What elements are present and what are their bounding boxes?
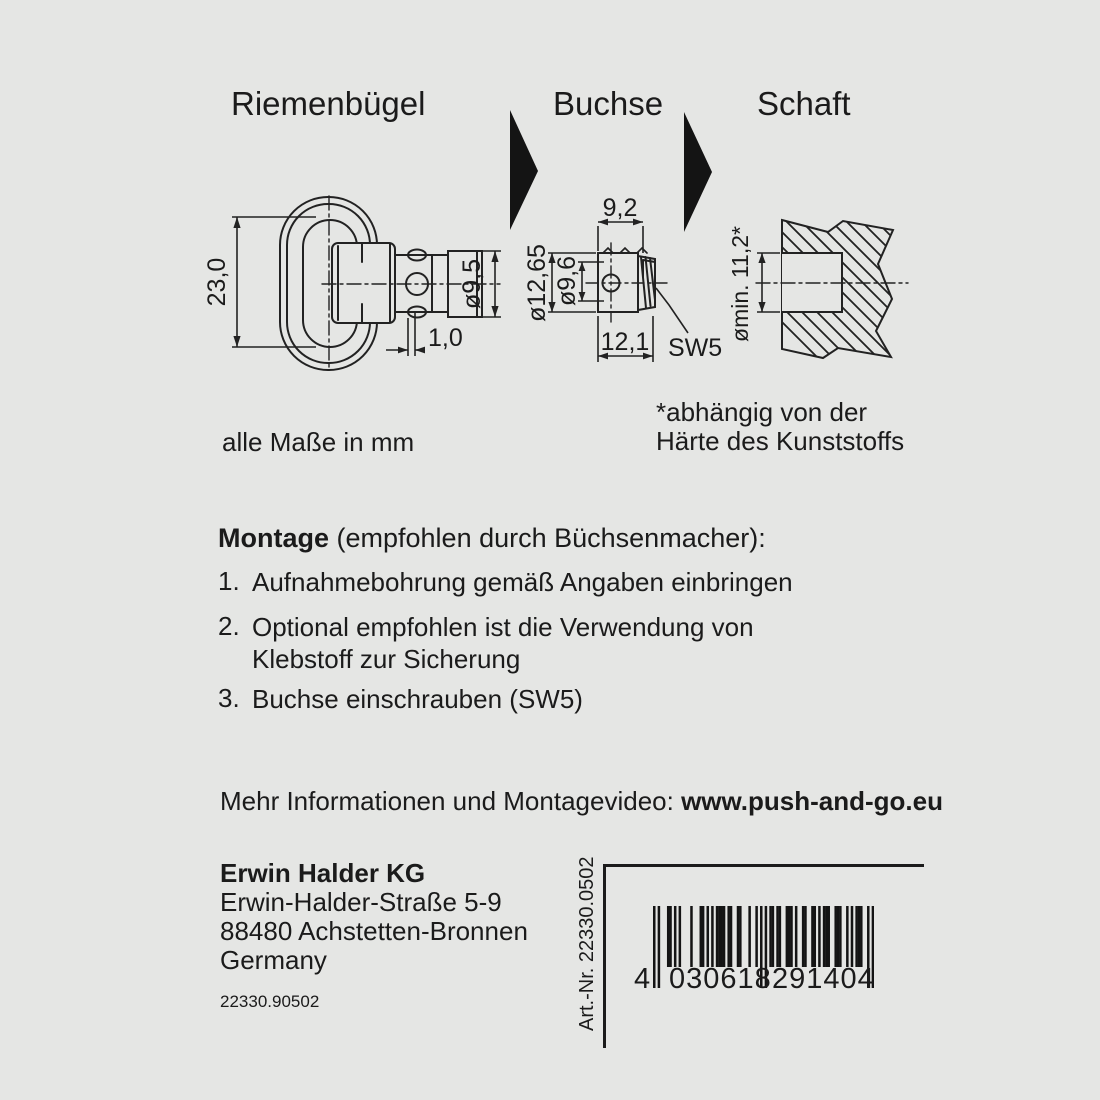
header-buchse: Buchse [553, 85, 664, 122]
footer-company: Erwin Halder KG [220, 858, 426, 888]
dim-wrench-size: SW5 [668, 334, 723, 362]
montage-item-1-text: Aufnahmebohrung gemäß Angaben einbringen [252, 567, 793, 597]
dim-bore-diameter: ømin. 11,2* [727, 226, 753, 342]
montage-item-1-number: 1. [218, 566, 240, 596]
footer-city: 88480 Achstetten-Bronnen [220, 916, 528, 946]
technical-drawings [0, 0, 1100, 500]
montage-heading [218, 523, 766, 553]
buchse-drawing [586, 243, 668, 322]
footer-ref-number: 22330.90502 [220, 992, 320, 1011]
montage-item-2-text-line1: Optional empfohlen ist die Verwendung von [252, 612, 754, 642]
dim-stud-diameter: ø9,5 [458, 258, 486, 310]
barcode-art-number: Art.-Nr. 22330.0502 [576, 856, 598, 1031]
header-schaft: Schaft [757, 85, 851, 122]
header-riemenbuegel: Riemenbügel [231, 85, 426, 122]
montage-item-2-number: 2. [218, 611, 240, 641]
montage-item-2-text-line2: Klebstoff zur Sicherung [252, 644, 521, 674]
dim-thread-length: 9,2 [602, 194, 638, 222]
footer-country: Germany [220, 945, 327, 975]
dim-total-length: 12,1 [600, 328, 650, 356]
units-note: alle Maße in mm [222, 427, 415, 457]
dim-outer-diameter: ø12,65 [523, 244, 551, 322]
montage-item-3-text: Buchse einschrauben (SW5) [252, 684, 583, 714]
barcode-border-vertical [603, 864, 606, 1048]
info-line-prefix: Mehr Informationen und Montagevideo: [220, 786, 682, 816]
barcode-digits-left: 030618 [669, 963, 772, 995]
dim-core-diameter: ø9,6 [553, 255, 581, 307]
footnote-line1: *abhängig von der [656, 397, 868, 427]
info-line-url: www.push-and-go.eu [681, 786, 943, 816]
montage-item-3-number: 3. [218, 683, 240, 713]
barcode-digits-right: 291404 [772, 963, 875, 995]
dim-flange-width: 1,0 [428, 324, 463, 352]
montage-heading-bold: Montage [218, 523, 329, 553]
dim-loop-height: 23,0 [203, 257, 231, 307]
footnote-line2: Härte des Kunststoffs [656, 426, 905, 456]
info-line [220, 787, 943, 816]
montage-heading-rest: (empfohlen durch Büchsenmacher): [329, 523, 766, 553]
barcode-digit-first: 4 [634, 963, 652, 995]
footer-street: Erwin-Halder-Straße 5-9 [220, 887, 502, 917]
barcode-border-horizontal [603, 864, 924, 867]
